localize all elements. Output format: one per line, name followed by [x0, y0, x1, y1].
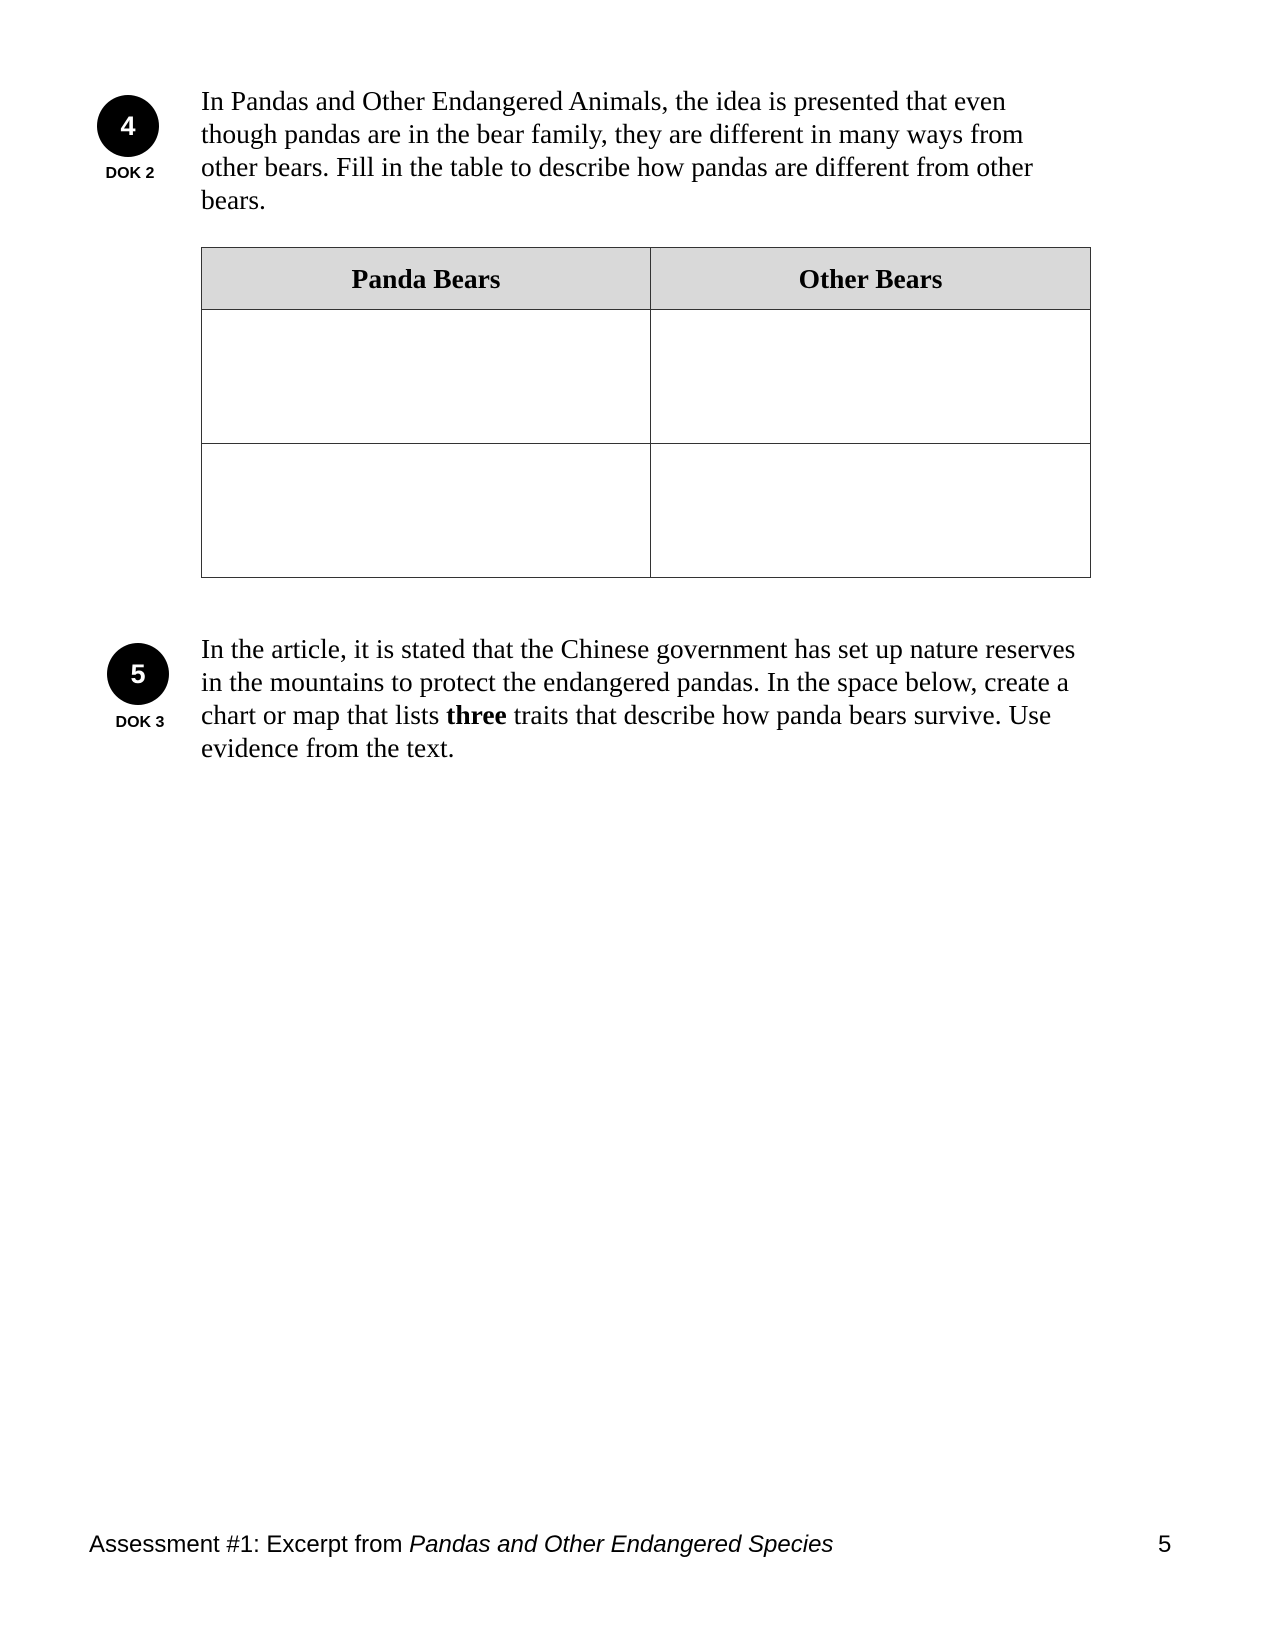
header-other-bears: Other Bears: [651, 248, 1091, 310]
question-number-badge: 4: [97, 95, 159, 157]
question-prompt: In Pandas and Other Endangered Animals, the idea is presented that even though pandas are in the bear family, they are different in many ways from other bears. Fill in the table to describe how pandas are different from other bears.: [201, 85, 1033, 215]
header-panda-bears: Panda Bears: [202, 248, 651, 310]
footer-assessment-title: [89, 1531, 833, 1559]
page-number: 5: [1158, 1531, 1172, 1558]
answer-cell-other-2[interactable]: [651, 444, 1091, 578]
footer-source-title: Pandas and Other Endangered Species: [409, 1531, 834, 1558]
dok-level-label: DOK 3: [115, 714, 165, 731]
prompt-emphasis: three: [446, 699, 507, 730]
table-row: [202, 310, 1091, 444]
comparison-table: [201, 247, 1091, 578]
table-header-row: [202, 248, 1091, 310]
question-prompt: [201, 632, 1081, 764]
answer-cell-panda-2[interactable]: [202, 444, 651, 578]
dok-level-label: DOK 2: [105, 165, 155, 182]
answer-cell-other-1[interactable]: [651, 310, 1091, 444]
question-number-badge: 5: [107, 643, 169, 705]
prompt-text-end: traits that describe how panda bears survive. Use evidence from the text.: [201, 699, 1052, 763]
footer-prefix: Assessment #1: Excerpt from: [89, 1531, 410, 1558]
answer-cell-panda-1[interactable]: [202, 310, 651, 444]
table-row: [202, 444, 1091, 578]
prompt-text-start: In the article, it is stated that the Chinese government has set up nature reserves in the mountains to protect the endangered pandas. In the space below, create a chart or map that lists: [201, 633, 1076, 730]
